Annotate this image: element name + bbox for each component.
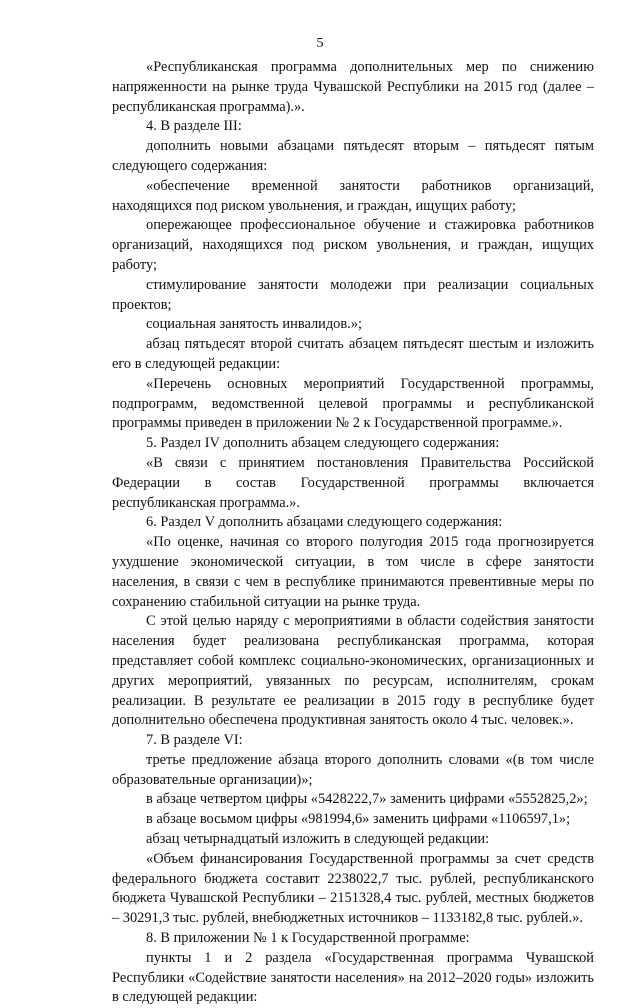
paragraph: в абзаце четвертом цифры «5428222,7» заменить цифрами «5552825,2»; (146, 791, 588, 808)
paragraph: 6. Раздел V дополнить абзацами следующего содержания: (146, 514, 503, 531)
paragraph: «В связи с принятием постановления Правительства Российской Федерации в состав Государственной программы включается республиканская программа.». (112, 454, 594, 511)
paragraph: «По оценке, начиная со второго полугодия 2015 года прогнозируется ухудшение экономической ситуации, в том числе в сфере занятости населения, в связи с чем в республике принимаются превентивные меры по сохранению стабильной ситуации на рынке труда. (112, 534, 594, 610)
paragraph: опережающее профессиональное обучение и стажировка работников организаций, находящихся под риском увольнения, и граждан, ищущих работу; (112, 217, 594, 273)
paragraph: абзац четырнадцатый изложить в следующей редакции: (146, 831, 490, 848)
paragraph: 4. В разделе III: (146, 118, 242, 135)
paragraph: абзац пятьдесят второй считать абзацем пятьдесят шестым и изложить его в следующей редакции: (112, 336, 594, 372)
paragraph: социальная занятость инвалидов.»; (146, 316, 362, 333)
paragraph: пункты 1 и 2 раздела «Государственная программа Чувашской Республики «Содействие занятости населения» на 2012–2020 годы» изложить в следующей редакции: (112, 949, 594, 1006)
paragraph: «обеспечение временной занятости работников организаций, находящихся под риском увольнения, и граждан, ищущих работу; (112, 177, 594, 214)
paragraph: 7. В разделе VI: (146, 732, 243, 749)
paragraph: С этой целью наряду с мероприятиями в области содействия занятости населения будет реализована республиканская программа, которая представляет собой комплекс социально-экономических, организационных и других мероприятий, увязанных по ресурсам, исполнителям, срокам реализации. В результате ее реализации в 2015 году в республике будет дополнительно обеспечена продуктивная занятость около 4 тыс. человек.». (112, 613, 594, 729)
paragraph: дополнить новыми абзацами пятьдесят вторым – пятьдесят пятым следующего содержания: (112, 138, 594, 174)
document-body (112, 58, 594, 1008)
paragraph: «Республиканская программа дополнительных мер по снижению напряженности на рынке труда Чувашской Республики на 2015 год (далее – республиканская программа).». (112, 59, 594, 115)
page-number: 5 (316, 36, 324, 51)
paragraph: «Перечень основных мероприятий Государственной программы, подпрограмм, ведомственной целевой программы и республиканской программы приведен в приложении № 2 к Государственной программе.». (112, 375, 594, 432)
paragraph: третье предложение абзаца второго дополнить словами «(в том числе образовательные организации)»; (112, 751, 594, 788)
paragraph: стимулирование занятости молодежи при реализации социальных проектов; (112, 276, 594, 313)
paragraph: в абзаце восьмом цифры «981994,6» заменить цифрами «1106597,1»; (146, 811, 571, 828)
paragraph: 8. В приложении № 1 к Государственной программе: (146, 930, 470, 947)
paragraph: «Объем финансирования Государственной программы за счет средств федерального бюджета составит 2238022,7 тыс. рублей, республиканского бюджета Чувашской Республики – 2151328,4 тыс. рублей, местных бюджетов – 30291,3 тыс. рублей, внебюджетных источников – 1133182,8 тыс. рублей.». (112, 850, 594, 927)
paragraph: 5. Раздел IV дополнить абзацем следующего содержания: (146, 435, 500, 452)
